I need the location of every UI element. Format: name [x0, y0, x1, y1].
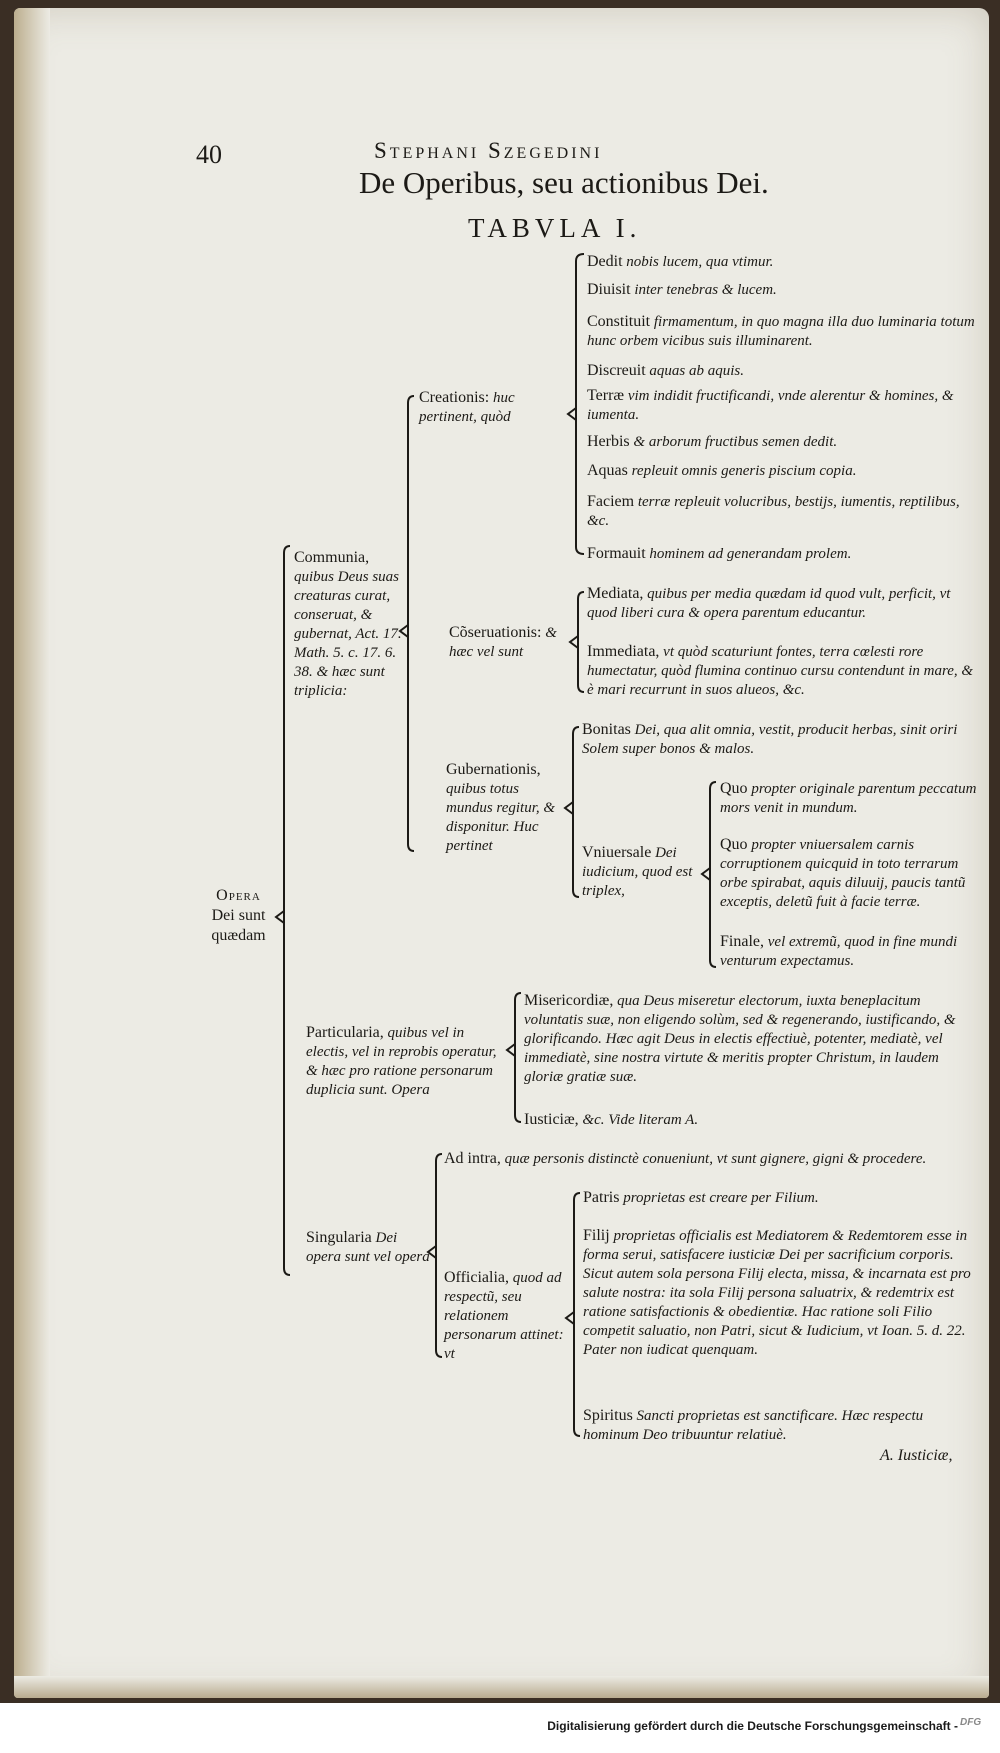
conseruationis-item: [587, 584, 977, 623]
bracket-particularia: [515, 993, 521, 1122]
creationis-item: [587, 361, 977, 381]
creationis-item: [587, 432, 977, 452]
item-main: Finale,: [720, 933, 764, 950]
officialia-item: [583, 1188, 979, 1208]
communia-label: [294, 548, 406, 701]
root-label-rest: Dei sunt quædam: [211, 907, 266, 944]
bracket-communia: [408, 396, 414, 851]
item-rest: inter tenebras & lucem.: [634, 282, 777, 298]
book-page: [14, 8, 989, 1698]
bracket-gubernationis: [573, 727, 579, 897]
creationis-item: [587, 280, 977, 300]
bracket-singularia: [436, 1154, 442, 1357]
particularia-item: [524, 1110, 979, 1130]
ad-intra-item: [444, 1149, 979, 1169]
item-rest: propter originale parentum peccatum mors venit in mundum.: [720, 781, 977, 816]
bracket-conseruationis: [578, 592, 584, 692]
creationis-label-rest: huc pertinent, quòd: [419, 390, 515, 425]
item-rest: firmamentum, in quo magna illa duo luminaria totum hunc orbem vicibus suis illuminarent.: [587, 314, 975, 349]
bracket-officialia: [574, 1193, 580, 1436]
item-main: Ad intra,: [444, 1150, 501, 1167]
item-rest: &c. Vide literam A.: [582, 1112, 699, 1128]
bracket-creationis-point: [568, 408, 576, 420]
item-rest: nobis lucem, qua vtimur.: [626, 254, 774, 270]
item-rest: proprietas officialis est Mediatorem & Redemtorem esse in forma serui, satisfacere iusticiæ Dei per sacrificium corporis. Sicut autem sola persona Filij electa, missa, & incarnata est pro salute nostra: ita sola Filij persona saluatrix, & redemtrix est ratione satisfactionis & obedientiæ. Hac ratione soli Filio competit saluatio, non Patri, sicut & Iudicium, vt Ioan. 5. d. 22. Pater non iudicat quenquam.: [583, 1228, 971, 1358]
officialia-item: [583, 1226, 979, 1360]
item-rest: terræ repleuit volucribus, bestijs, iumentis, reptilibus, &c.: [587, 494, 960, 529]
creationis-item: [587, 252, 977, 272]
page-title: De Operibus, seu actionibus Dei.: [359, 165, 769, 200]
table-title: TABVLA I.: [468, 213, 642, 243]
vniuersale-item: [720, 835, 977, 912]
item-rest: quibus per media quædam id quod vult, perficit, vt quod liberi cura & opera parentum educantur.: [587, 586, 951, 621]
item-main: Bonitas: [582, 721, 631, 738]
item-main: Iusticiæ,: [524, 1111, 579, 1128]
item-main: Herbis: [587, 433, 630, 450]
particularia-item: [524, 991, 979, 1087]
singularia-label-rest: Dei opera sunt vel opera: [306, 1230, 430, 1265]
creationis-label: [419, 388, 569, 427]
communia-label-rest: quibus Deus suas creaturas curat, conseruat, & gubernat, Act. 17. Math. 5. c. 17. 6. 38. & hæc sunt triplicia:: [294, 569, 402, 699]
item-rest: qua Deus miseretur electorum, iuxta beneplacitum voluntatis suæ, non eligendo solùm, sed & regenerando, iustificando, & glorificando. Hæc agit Deus in electis effectiuè, potenter, mediatè, vel immediatè, sine nostra virtute & meritis propter Christum, in laudem gloriæ gratiæ suæ.: [524, 993, 956, 1085]
item-main: Diuisit: [587, 281, 631, 298]
item-main: Terræ: [587, 387, 625, 404]
item-rest: quæ personis distinctè conueniunt, vt sunt gignere, gigni & procedere.: [504, 1151, 927, 1167]
bracket-root: [284, 546, 290, 1275]
bracket-officialia-point: [566, 1312, 574, 1324]
conseruationis-label-main: Cõseruationis:: [449, 624, 542, 641]
item-main: Filij: [583, 1227, 610, 1244]
item-main: Immediata,: [587, 643, 660, 660]
item-main: Dedit: [587, 253, 623, 270]
officialia-label: [444, 1268, 566, 1364]
item-main: Discreuit: [587, 362, 646, 379]
conseruationis-label: [449, 623, 574, 662]
item-main: Formauit: [587, 545, 646, 562]
item-main: Misericordiæ,: [524, 992, 614, 1009]
gubernationis-label-main: Gubernationis,: [446, 761, 541, 778]
creationis-item: [587, 544, 977, 564]
item-main: Faciem: [587, 493, 635, 510]
item-rest: aquas ab aquis.: [649, 363, 744, 379]
creationis-item: [587, 492, 977, 531]
vniuersale-label-rest: Dei iudicium, quod est triplex,: [582, 845, 693, 899]
item-rest: proprietas est creare per Filium.: [623, 1190, 819, 1206]
item-main: Aquas: [587, 462, 628, 479]
vniuersale-label-main: Vniuersale: [582, 844, 652, 861]
root-label-main: Opera: [216, 887, 261, 904]
officialia-label-rest: quod ad respectũ, seu relationem personarum attinet: vt: [444, 1270, 564, 1362]
creationis-item: [587, 386, 977, 425]
digitization-footer: [0, 1703, 1000, 1753]
root-label: [196, 886, 281, 946]
item-rest: & arborum fructibus semen dedit.: [633, 434, 838, 450]
item-rest: Sancti proprietas est sanctificare. Hæc respectu hominum Deo tribuuntur relatiuè.: [583, 1408, 924, 1443]
item-rest: hominem ad generandam prolem.: [649, 546, 852, 562]
officialia-label-main: Officialia,: [444, 1269, 510, 1286]
vniuersale-label: [582, 843, 706, 901]
item-main: Quo: [720, 836, 748, 853]
item-rest: vel extremũ, quod in fine mundi venturum expectamus.: [720, 934, 958, 969]
item-rest: propter vniuersalem carnis corruptionem quicquid in toto terrarum orbe spirabat, aquis diluuij, paucis tantũ exceptis, deletũ fuit à facie terræ.: [720, 837, 966, 910]
singularia-label-main: Singularia: [306, 1229, 372, 1246]
particularia-label-rest: quibus vel in electis, vel in reprobis operatur, & hæc pro ratione personarum duplicia sunt. Opera: [306, 1025, 497, 1098]
officialia-item: [583, 1406, 979, 1445]
vniuersale-item: [720, 932, 977, 971]
conseruationis-label-rest: & hæc vel sunt: [449, 625, 557, 660]
running-head: Stephani Szegedini: [374, 138, 603, 163]
singularia-label: [306, 1228, 430, 1267]
item-rest: vim indidit fructificandi, vnde alerentur & homines, & iumenta.: [587, 388, 954, 423]
item-main: Mediata,: [587, 585, 644, 602]
bracket-creationis: [576, 254, 584, 554]
creationis-item: [587, 461, 977, 481]
item-main: Constituit: [587, 313, 651, 330]
bracket-particularia-point: [507, 1044, 515, 1056]
item-main: Quo: [720, 780, 748, 797]
item-main: Patris: [583, 1189, 620, 1206]
item-rest: repleuit omnis generis piscium copia.: [631, 463, 857, 479]
item-main: Spiritus: [583, 1407, 633, 1424]
creationis-label-main: Creationis:: [419, 389, 490, 406]
gubernationis-label-rest: quibus totus mundus regitur, & disponitur. Huc pertinet: [446, 781, 556, 854]
footer-text: Digitalisierung gefördert durch die Deutsche Forschungsgemeinschaft -: [547, 1719, 958, 1733]
item-rest: vt quòd scaturiunt fontes, terra cœlesti rore humectatur, quòd flumina continuo cursu contendunt in mare, & è mari recurrunt in suos alueos, &c.: [587, 644, 974, 698]
particularia-label: [306, 1023, 506, 1100]
gubernationis-label: [446, 760, 568, 856]
bonitas-item: [582, 720, 977, 759]
dfg-logo-icon: DFG: [960, 1717, 982, 1728]
item-rest: Dei, qua alit omnia, vestit, producit herbas, sinit oriri Solem super bonos & malos.: [582, 722, 958, 757]
communia-label-main: Communia,: [294, 549, 370, 566]
creationis-item: [587, 312, 977, 351]
conseruationis-item: [587, 642, 977, 700]
vniuersale-item: [720, 779, 977, 818]
particularia-label-main: Particularia,: [306, 1024, 384, 1041]
page-number: 40: [196, 140, 222, 169]
catchword: A. Iusticiæ,: [880, 1447, 953, 1464]
bracket-vniuersale: [710, 782, 716, 967]
